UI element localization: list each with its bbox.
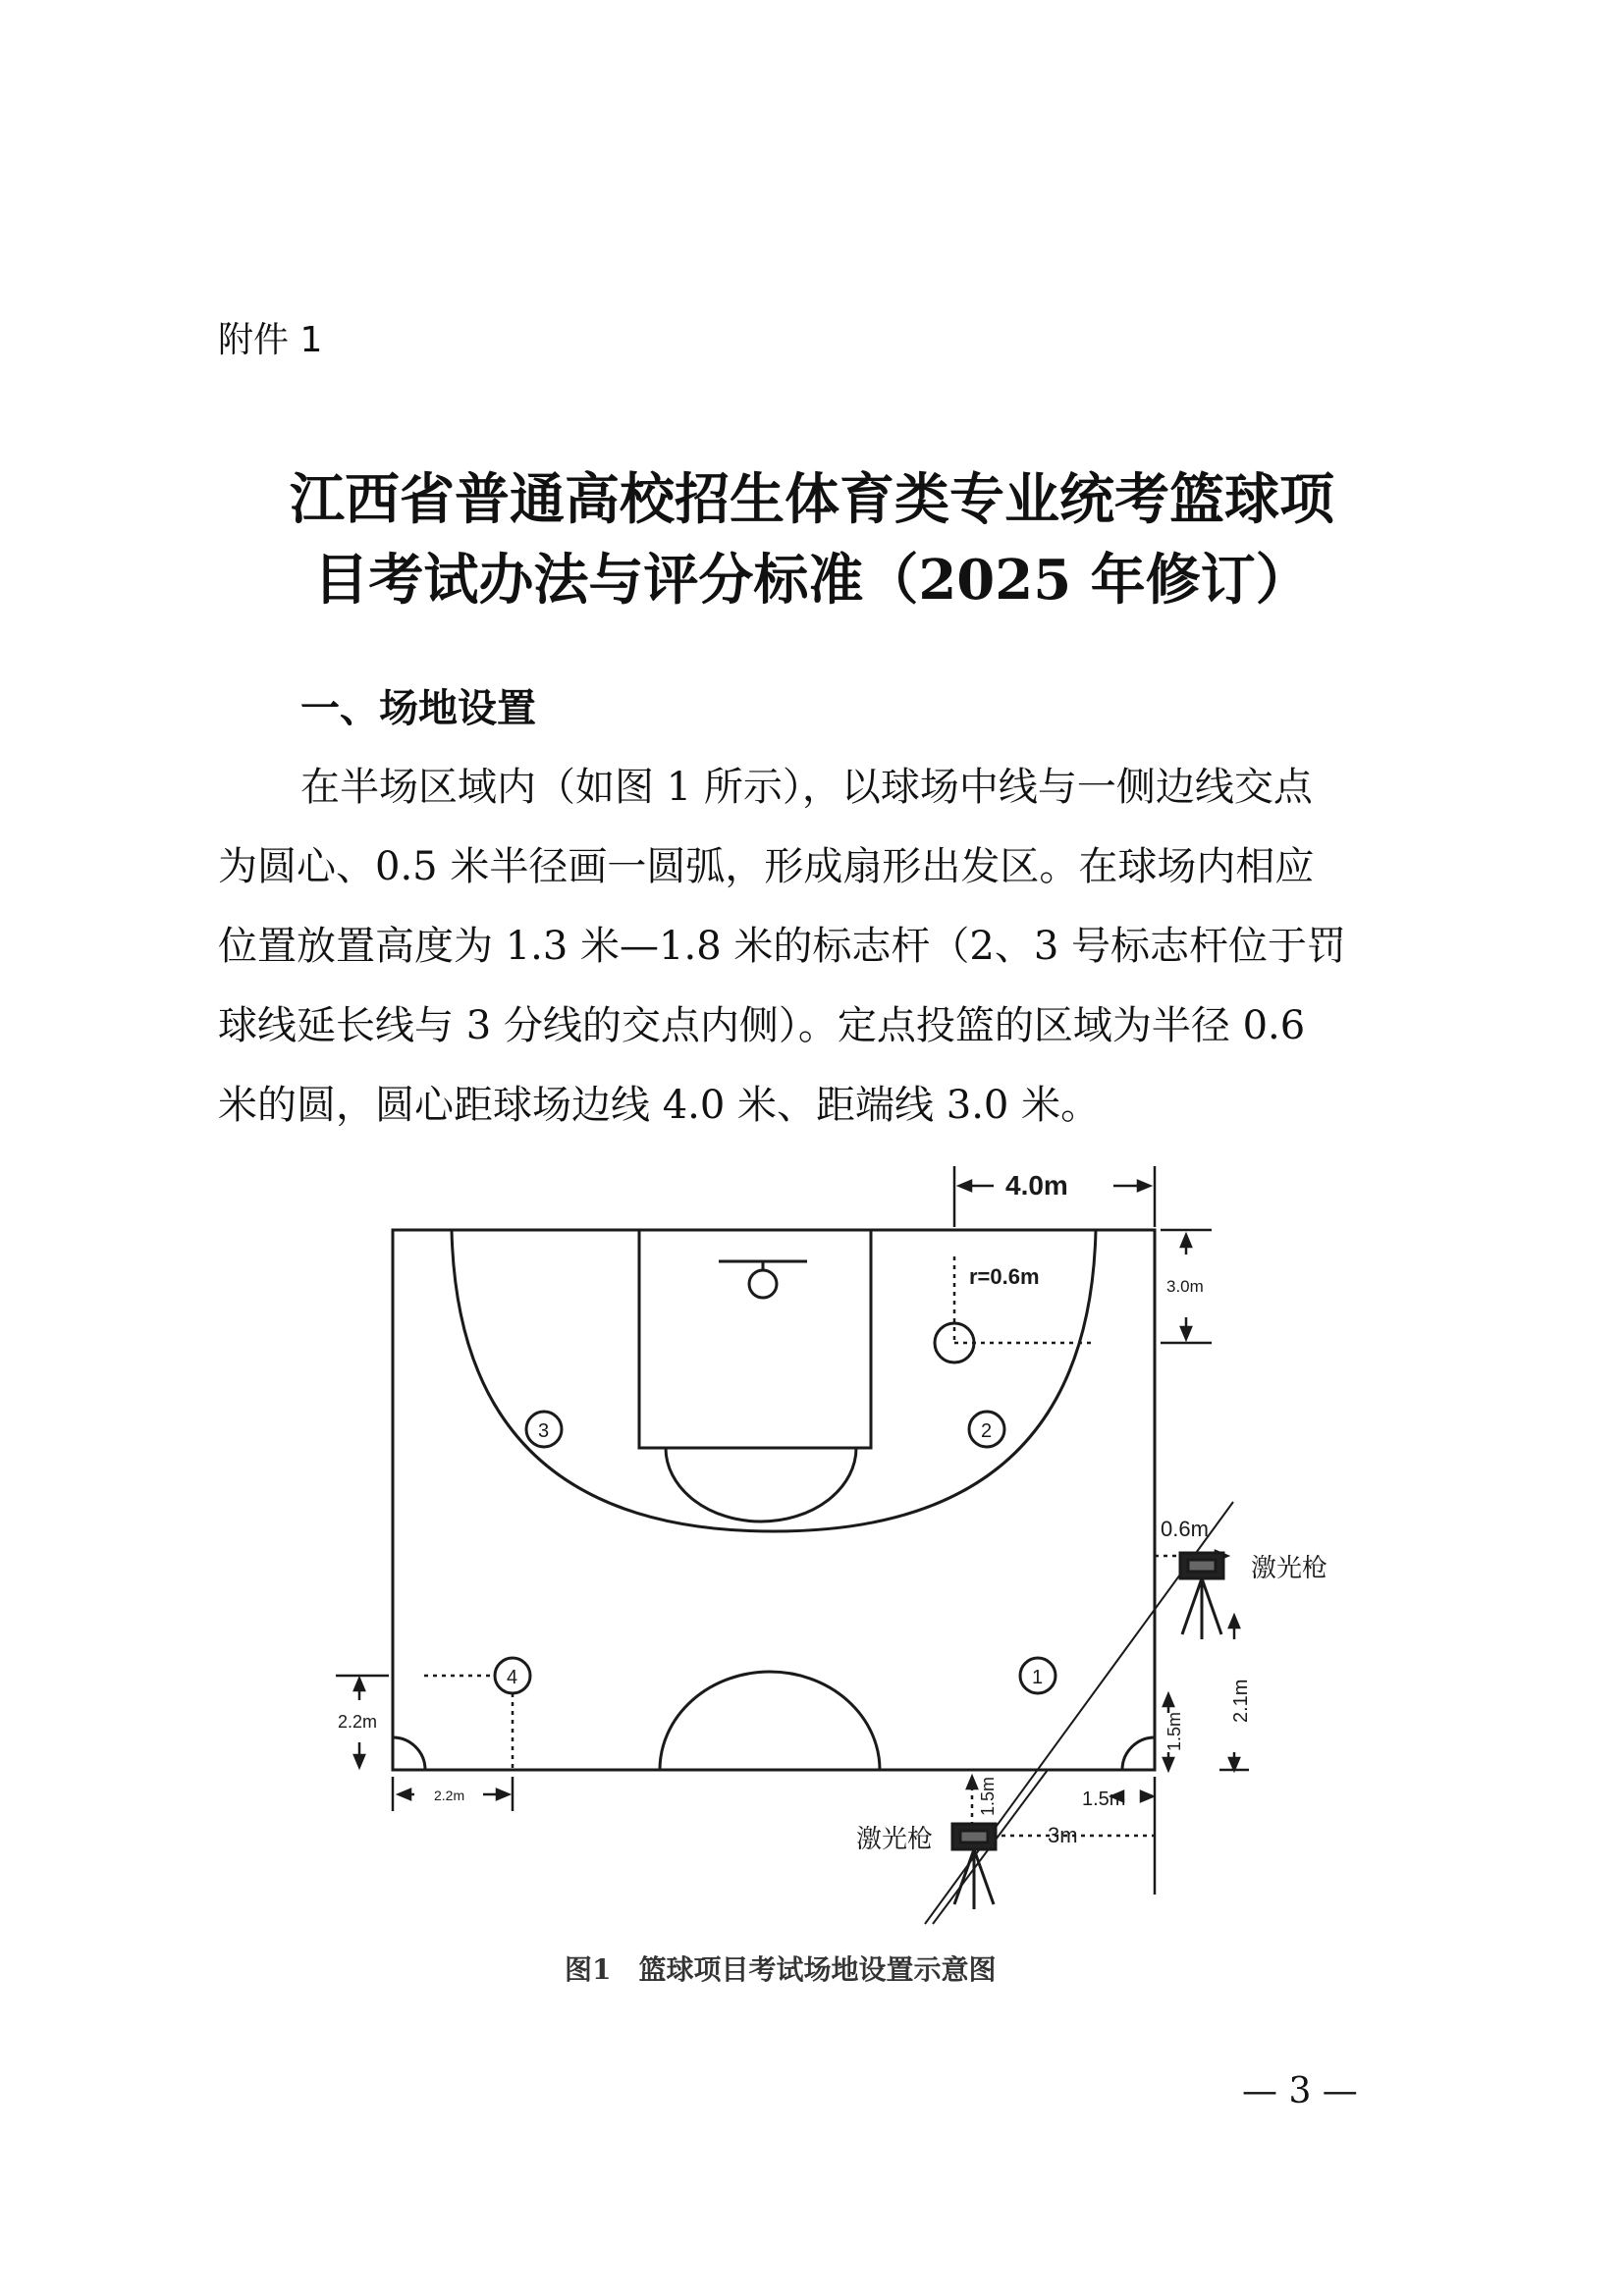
attachment-label: 附件 1 (218, 320, 323, 360)
section-heading: 一、场地设置 (300, 686, 536, 731)
center-circle (660, 1672, 880, 1770)
dim-label-3m-bottom: 3m (1048, 1823, 1078, 1847)
laser-gun-right-label: 激光枪 (1251, 1553, 1328, 1582)
figure-caption: 图1 篮球项目考试场地设置示意图 (565, 1953, 997, 1986)
body-line-3: 位置放置高度为 1.3 米—1.8 米的标志杆（2、3 号标志杆位于罚 (218, 924, 1346, 969)
laser-gun-bottom-label: 激光枪 (856, 1824, 934, 1853)
marker-1-label: 1 (1032, 1667, 1044, 1688)
dim-label-15m-bottom: 1.5m (978, 1776, 998, 1816)
body-line-4: 球线延长线与 3 分线的交点内侧）。定点投篮的区域为半径 0.6 (218, 1003, 1306, 1048)
dim-label-15m-vertical: 1.5m (1164, 1711, 1184, 1751)
laser-gun-right (1180, 1553, 1223, 1639)
dim-label-4m: 4.0m (1005, 1170, 1068, 1201)
document-title-line-2: 目考试办法与评分标准（2025 年修订） (313, 548, 1311, 613)
document-title-line-1: 江西省普通高校招生体育类专业统考篮球项 (290, 467, 1334, 532)
start-zone-right (1122, 1737, 1155, 1770)
page-number: — 3 — (1242, 2071, 1358, 2111)
free-throw-semicircle (666, 1448, 856, 1522)
court-diagram (316, 1148, 1416, 1934)
marker-2-label: 2 (981, 1420, 993, 1442)
dim-label-21m: 2.1m (1230, 1679, 1252, 1723)
marker-3-label: 3 (538, 1420, 550, 1442)
body-line-2: 为圆心、0.5 米半径画一圆弧，形成扇形出发区。在球场内相应 (218, 844, 1315, 889)
body-line-1: 在半场区域内（如图 1 所示），以球场中线与一侧边线交点 (300, 765, 1313, 810)
marker-4-label: 4 (507, 1667, 518, 1688)
dim-label-22m-vertical: 2.2m (338, 1712, 378, 1732)
half-court-boundary (393, 1230, 1155, 1770)
dim-label-15m-horizontal: 1.5m (1082, 1789, 1126, 1810)
dim-label-3m: 3.0m (1166, 1277, 1204, 1296)
start-zone-left (393, 1737, 425, 1770)
hoop (749, 1270, 777, 1298)
dim-label-22m-horizontal: 2.2m (434, 1788, 465, 1803)
laser-gun-bottom (952, 1824, 996, 1909)
body-line-5: 米的圆，圆心距球场边线 4.0 米、距端线 3.0 米。 (218, 1083, 1101, 1128)
radius-label: r=0.6m (969, 1264, 1040, 1289)
dim-label-06m: 0.6m (1161, 1517, 1209, 1541)
